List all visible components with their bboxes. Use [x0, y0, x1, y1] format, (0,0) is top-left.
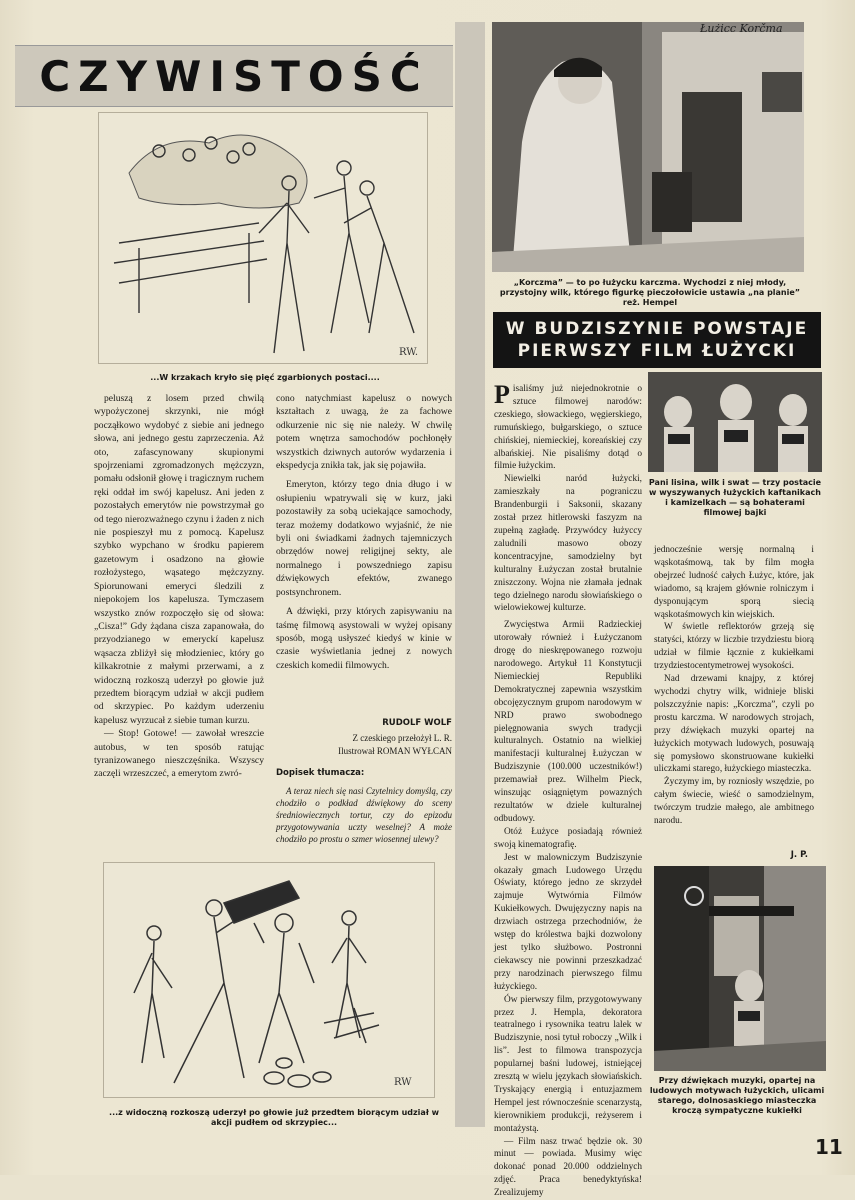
- author-name: RUDOLF WOLF: [382, 718, 452, 728]
- translator-credit: Z czeskiego przełożył L. R.: [352, 733, 452, 743]
- translator-note-title: Dopisek tłumacza:: [276, 768, 365, 778]
- paragraph: Otóż Łużyce posiadają również swoją kinematografię.: [494, 826, 642, 850]
- paragraph: — Film nasz trwać będzie ok. 30 minut — powiada. Musimy więc dokonać ponad 20.000 oddzielnych zdjęć. Praca benedyktyńska! Zrealizujemy: [494, 1136, 642, 1199]
- photo-street-caption: Przy dźwiękach muzyki, opartej na ludowych motywach łużyckich, ulicami starego, dolnosaskiego miasteczka kroczą sympatyczne kukiełki: [649, 1076, 825, 1115]
- paragraph: A dźwięki, przy których zapisywaniu na taśmę filmową asystowali w wyżej opisany sposób, mogą usłyszeć kiedyś w kinie w czasie wyświetlania jednej z nowych czeskich komedii filmowych.: [276, 606, 452, 671]
- photo-puppets: [648, 372, 822, 472]
- translator-note: [276, 766, 452, 845]
- lead-text: isaliśmy już niejednokrotnie o sztuce filmowej narodów: czeskiego, słowackiego, węgierskiego, rumuńskiego, bułgarskiego, o sztuce chińskiej, niemieckiej, koreańskiej czy albańskiej. Nie pisaliśmy dotąd o filmie łużyckim.: [494, 384, 642, 472]
- paragraph: Nad drzewami knajpy, z której wychodzi chytry wilk, widnieje bliski polszczyźnie napis: „Korczma”, czyli po prostu karczma. W narodowych strojach, przy dźwiękach muzyki opartej na łużyckich motywach ludowych, posuwają się pomysłowo skonstruowane kukiełki uliczkami starego, łużyckiego miasteczka.: [654, 674, 814, 775]
- photo-street: [654, 866, 826, 1071]
- paragraph: Ów pierwszy film, przygotowywany przez J. Hempla, dekoratora teatralnego i rysownika teatru lalek w Budziszynie, nosi tytuł roboczy „Wilk i lis”. Jest to filmowa transpozycja popularnej baśni ludowej, istniejącej zresztą w wielu językach słowiańskich. Tryskający energią i entuzjazmem Hempel jest równocześnie scenarzystą, kierownikiem produkcji, reżyserem i montażystą.: [494, 994, 642, 1134]
- paragraph: peluszą z losem przed chwilą wypożyczonej skrzynki, nie mógł począłkowo wydobyć z siebie ani jednego słowa, ani jednego gestu zaprzeczenia. Aż oto, zafascynowany skupionymi spojrzeniami zgromadzonych mężczyzn, pomału odsłonił głowę i tragicznym ruchem ręki oddał im swój kapelusz. Ani jeden z pozostałych emerytów nie powstrzymał go od tego nierozważnego czynu i żaden z nich nie pospieszył mu z pomocą. Kapelusz szybko wypchano w środku papierem gazetowym i osadzono na głowie rozłożystego, wąsatego mężczyzny. Spiorunowani emeryci śledzili z niepokojem los kapelusza. Tymczasem wszystko znów rozpoczęło się od słowa: „Cisza!” Gdy żądana cisza zapanowała, do przyodzianego w emeryckí kapelusz wąsacza zbliżył się młodzieniec, który go kilkakrotnie z małymi przerwami, a z widoczną rozkoszą uderzył po głowie już przedtem biorącym udział w akcji pudłem od skrzypiec. Po każdym uderzeniu kapelusz wyrzucał z siebie tuman kurzu.: [94, 393, 264, 726]
- paragraph-lead: [494, 380, 642, 473]
- sign-lettering: Łużicc Korčma: [700, 22, 783, 35]
- paragraph: jednocześnie wersję normalną i wąskotaśmową, tak by film mogła obejrzeć ludność całych Łużyc, które, jak wiadomo, są krajem głównie rolniczym i dysponującym sporą siecią wąskotaśmowych kin wiejskich.: [654, 545, 814, 620]
- paragraph: Emeryton, którzy tego dnia długo i w osłupieniu wpatrywali się w kurz, jaki pozostawiły za sobą uciekające samochody, teraz możemy dodatkowo wyjaśnić, że nie byli oni świadkami żadnych tajemniczych obrzędów nowej religijnej sekty, ale normalnego i powszedniego zapisu dźwiękowych efektów, zwanego postsynchronem.: [276, 479, 452, 598]
- bench-sketch-icon: [99, 113, 429, 365]
- article-headline: [493, 312, 821, 368]
- headline-line-2: PIERWSZY FILM ŁUŻYCKI: [517, 341, 797, 361]
- article-signature: J. P.: [790, 850, 808, 860]
- photo-puppets-caption: Pani lisina, wilk i swat — trzy postacie w wyszywanych łużyckich kaftanikach i kamizelkach — są bohaterami filmowej bajki: [648, 478, 822, 517]
- korczma-photo-icon: [492, 22, 804, 272]
- left-col-1: [94, 392, 264, 862]
- left-col-2: [276, 392, 452, 692]
- right-col-2: [654, 544, 814, 844]
- paragraph: cono natychmiast kapelusz o nowych kształtach z uwagą, że za fachowe odkurzenie nic się nie należy. W chwilę potem wnętrza samochodów pochłonęły wszystkich dziwnych autorów wydarzenia i ekspedycja znikła tak, jak się pojawiła.: [276, 393, 452, 472]
- column-divider: [455, 22, 485, 1127]
- violin-case-sketch-icon: [104, 863, 436, 1099]
- drop-cap: P: [494, 380, 510, 409]
- photo-korczma: [492, 22, 804, 272]
- paragraph: Jest w malowniczym Budziszynie okazały gmach Ludowego Urzędu Oświaty, którego jedno ze skrzydeł zajmuje Wytwórnia Filmów Kukiełkowych. Dwujęzyczny napis na drzwiach ostrzega przechodniów, że wstęp do królestwa bajki dozwolony jest tylko służbowo. Postronni ciekawscy nie powinni przeszkadzać przy narodzinach pierwszego filmu łużyckiego.: [494, 852, 642, 992]
- page-number: 11: [815, 1135, 843, 1159]
- caption-bottom: ...z widoczną rozkoszą uderzył po głowie już przedtem biorącym udział w akcji pudłem od skrzypiec...: [109, 1108, 439, 1127]
- illustration-bottom: [103, 862, 435, 1098]
- paragraph: — Stop! Gotowe! — zawołał wreszcie autobus, w ten sposób ratując tyranizowanego nieszczęśnika. Wszyscy zaczęli wrzeszczeć, a emerytom zwró-: [94, 728, 264, 780]
- paragraph: Życzymy im, by rozniosły wszędzie, po całym świecie, wieść o samodzielnym, twórczym trudzie małego, ale ambitnego narodu.: [654, 777, 814, 827]
- street-photo-icon: [654, 866, 826, 1071]
- page-title: CZYWISTOŚĆ: [39, 51, 429, 101]
- photo-korczma-caption: „Korczma” — to po łużycku karczma. Wychodzi z niej młody, przystojny wilk, którego figurkę pieczołowicie ustawia „na planie” reż. Hempel: [499, 278, 801, 307]
- paragraph: Zwycięstwa Armii Radzieckiej utorowały również i Łużyczanom drogę do nieskrępowanego rozwoju narodowego. Artykuł 11 Konstytucji Niemieckiej Republiki Demokratycznej zapewnia wszystkim obcojęzycznym grupom narodowym w NRD prawo swobodnego pielęgnowania swych tradycji kulturalnych. Ostatnio na wielkiej manifestacji kulturalnej Łużyczan w Budziszynie (100.000 uczestników!) przemawiał prez. Wilhelm Pieck, winszując osiągniętym powazných rezultatów w dziele kulturalnej odbudowy.: [494, 620, 642, 824]
- right-col-1: [494, 380, 642, 1199]
- puppets-photo-icon: [648, 372, 822, 472]
- svg-text:RW.: RW.: [399, 347, 419, 358]
- caption-top: ...W krzakach kryło się pięć zgarbionych postaci....: [150, 373, 380, 382]
- paragraph: Niewielki naród łużycki, zamieszkały na pograniczu Brandenburgii i Saksonii, skazany został przez hitlerowski faszyzm na zupełną zagładę. Przywódcy łużyccy zaludnili masowo obozy koncentracyjne, samodzielny byt kulturalny Łużyczan został brutalnie zniszczony. Wojna nie złamała jednak tego dzielnego narodu słowiańskiego o wielowiekowej kulturze.: [494, 474, 642, 614]
- illustrator-credit: Ilustrował ROMAN WYŁCAN: [338, 746, 452, 756]
- translator-note-text: A teraz niech się nasi Czytelnicy domyślą, czy chodziło o podkład dźwiękowy do sceny średniowiecznych tortur, czy do epizodu przygotowywania uczty weselnej? A może chodziło po prostu o szmer wiosennej ulewy?: [276, 786, 452, 844]
- headline-line-1: W BUDZISZYNIE POWSTAJE: [505, 319, 809, 339]
- paragraph: W świetle reflektorów grzeją się statyści, którzy w liczbie trzydziestu biorą udział w filmie łącznie z kukiełkami trzydziestocentymetrowej wysokości.: [654, 622, 814, 672]
- illustration-top: [98, 112, 428, 364]
- svg-text:RW: RW: [394, 1077, 412, 1088]
